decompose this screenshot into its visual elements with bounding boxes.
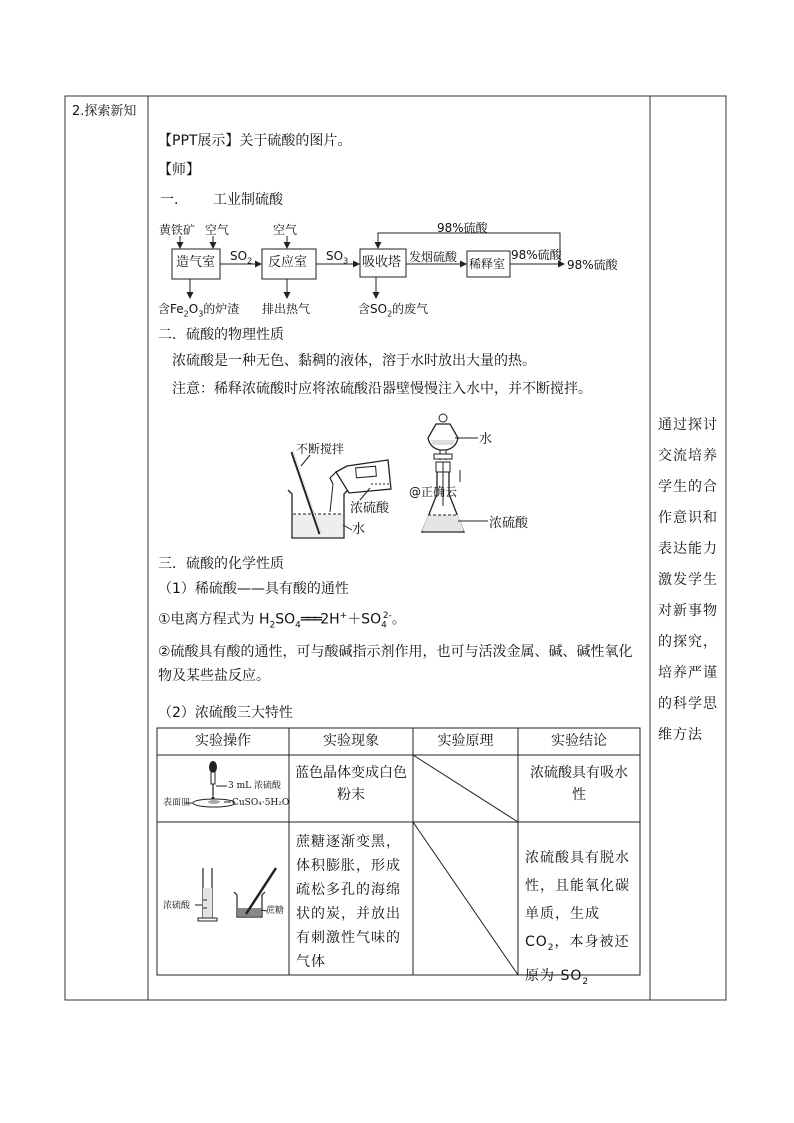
figure-label-water: 水 (352, 522, 366, 537)
row1-phenomenon: 蓝色晶体变成白色粉末 (295, 765, 407, 803)
ppt-line: 【PPT展示】关于硫酸的图片。 (158, 133, 352, 149)
flow-label-waste: 含$SO_2$的废气 (358, 302, 429, 319)
heading-1-number: 一. (160, 192, 179, 208)
heading-3: 三．硫酸的化学性质 (158, 556, 284, 572)
flow-box-reaction-label: 反应室 (268, 255, 308, 270)
flow-box-gas-label: 造气室 (176, 255, 216, 270)
row1-conclusion: 浓硫酸具有吸水性 (530, 765, 628, 803)
flow-label-oleum: 发烟硫酸 (409, 250, 458, 264)
flow-label-so3: $SO_3$ (326, 249, 349, 266)
table-header-principle: 实验原理 (437, 733, 494, 749)
flow-label-98-mid: 98%硫酸 (511, 248, 562, 262)
sub-heading-2: （2）浓硫酸三大特性 (158, 705, 293, 721)
sub-heading-1: （1）稀硫酸——具有酸的通性 (158, 581, 349, 597)
figure-label-water-2: 水 (479, 432, 493, 447)
flow-label-98-top: 98%硫酸 (437, 221, 488, 235)
figure-label-conc-acid: 浓硫酸 (350, 501, 390, 516)
flow-label-pyrite: 黄铁矿 (159, 223, 196, 237)
row2-conclusion: 浓硫酸具有脱水性，且能氧化碳单质，生成 $CO_2$，本身被还原为 $SO_2$ (525, 850, 630, 987)
physical-description: 浓硫酸是一种无色、黏稠的液体，溶于水时放出大量的热。 (172, 353, 536, 369)
dilution-note: 注意：稀释浓硫酸时应将浓硫酸沿器壁慢慢注入水中，并不断搅拌。 (172, 381, 592, 397)
section-label: 2.探索新知 (72, 104, 137, 119)
flow-label-slag: 含$Fe_2O_3$的炉渣 (158, 302, 240, 319)
flow-box-absorber-label: 吸收塔 (362, 255, 402, 270)
watermark-text: @正确云 (409, 485, 458, 499)
acid-properties: ②硫酸具有酸的通性，可与酸碱指示剂作用，也可与活泼金属、碱、碱性氧化物及某些盐反应。 (158, 644, 633, 684)
table-header-operation: 实验操作 (195, 733, 251, 749)
flow-label-air-2: 空气 (273, 223, 298, 237)
row1-label-cuso4: CuSO₄·5H₂O (232, 798, 290, 808)
flow-label-so2: $SO_2$ (230, 249, 253, 266)
flow-box-dilution-label: 稀释室 (469, 257, 506, 271)
flow-label-air-1: 空气 (205, 223, 230, 237)
teacher-line: 【师】 (158, 162, 200, 178)
table-header-phenomenon: 实验现象 (323, 733, 379, 749)
row2-label-sugar: 蔗糖 (266, 906, 285, 916)
figure-label-stir: 不断搅拌 (296, 442, 345, 456)
row1-label-dish: 表面皿 (163, 798, 191, 808)
flow-label-98-out: 98%硫酸 (567, 258, 618, 272)
ionization-equation: ①电离方程式为 $H_2SO_4═══2H^++SO_4^{2-}$。 (158, 611, 406, 631)
row2-label-acid: 浓硫酸 (163, 901, 191, 911)
row1-label-acid: 3 mL 浓硫酸 (228, 781, 281, 791)
heading-1: 工业制硫酸 (213, 192, 283, 208)
table-header-conclusion: 实验结论 (551, 733, 607, 749)
row2-phenomenon: 蔗糖逐渐变黑，体积膨胀，形成疏松多孔的海绵状的炭，并放出有刺激性气味的气体 (296, 834, 401, 970)
flow-label-heat: 排出热气 (262, 302, 311, 316)
side-note: 通过探讨交流培养学生的合作意识和表达能力激发学生对新事物的探究，培养严谨的科学思维方法 (658, 417, 718, 743)
heading-2: 二．硫酸的物理性质 (158, 327, 284, 343)
figure-label-conc-acid-2: 浓硫酸 (489, 516, 529, 531)
